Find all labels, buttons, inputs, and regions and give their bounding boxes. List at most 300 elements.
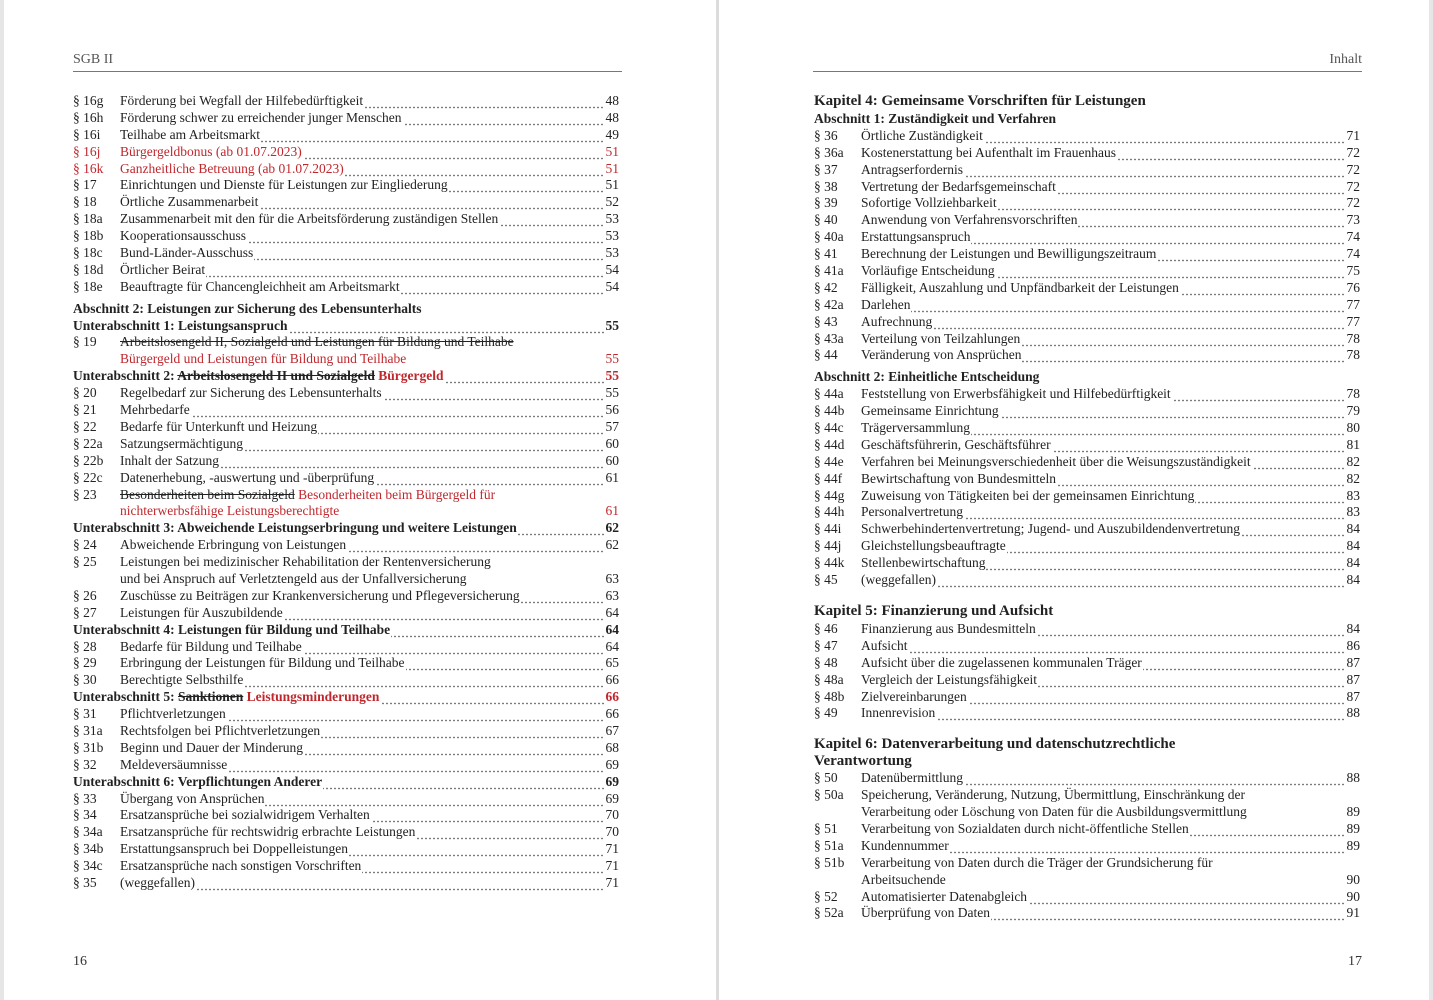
toc-entry[interactable]	[814, 705, 1360, 722]
toc-entry[interactable]	[814, 347, 1360, 364]
section-number: § 43a	[814, 330, 844, 346]
entry-title	[120, 807, 619, 824]
entry-continuation	[120, 503, 619, 520]
chapter-heading-continuation	[814, 753, 1360, 770]
page-ref: 55	[605, 368, 619, 384]
title-text: Rechtsfolgen bei Pflichtverletzungen	[120, 723, 321, 738]
section-number: § 48b	[814, 688, 845, 704]
title-text: Abweichende Erbringung von Leistungen	[120, 537, 347, 553]
toc-entry[interactable]	[73, 144, 619, 161]
title-text: Örtliche Zusammenarbeit	[120, 194, 259, 210]
page-ref: 66	[605, 706, 619, 722]
toc-entry[interactable]	[814, 314, 1360, 331]
toc-entry[interactable]	[814, 331, 1360, 348]
page-ref: 83	[1346, 487, 1360, 503]
page-ref: 67	[605, 723, 619, 738]
title-text: Feststellung von Erwerbsfähigkeit und Hilfebedürftigkeit	[861, 386, 1171, 402]
unterabschnitt-title	[73, 689, 619, 706]
toc-entry[interactable]	[814, 162, 1360, 179]
toc-entry[interactable]	[814, 555, 1360, 572]
heading-prefix: Unterabschnitt 2:	[73, 368, 175, 384]
toc-group	[814, 128, 1360, 364]
title-text: Meldeversäumnisse	[120, 756, 228, 772]
page-ref: 82	[1346, 470, 1360, 486]
section-number: § 37	[814, 161, 838, 177]
toc-entry[interactable]	[814, 246, 1360, 263]
entry-title	[861, 555, 1360, 572]
toc-entry[interactable]	[814, 403, 1360, 420]
toc-group	[73, 588, 619, 622]
title-text: Ganzheitliche Betreuung (ab 01.07.2023)	[120, 160, 344, 176]
toc-entry[interactable]	[73, 436, 619, 453]
section-number: § 34c	[73, 858, 103, 874]
toc-entry[interactable]	[814, 420, 1360, 437]
entry-title	[120, 93, 619, 110]
chapter-heading	[814, 736, 1360, 753]
title-text: Trägerversammlung	[861, 420, 970, 436]
struck-text: Arbeitslosengeld II und Sozialgeld	[177, 368, 375, 384]
toc-entry[interactable]	[73, 588, 619, 605]
page-ref: 77	[1346, 313, 1360, 329]
entry-title	[120, 723, 619, 740]
title-text: Finanzierung aus Bundesmitteln	[861, 620, 1036, 636]
toc-entry[interactable]	[73, 487, 619, 521]
toc-entry[interactable]	[73, 706, 619, 723]
section-number: § 30	[73, 672, 97, 688]
title-text: Bedarfe für Bildung und Teilhabe	[120, 638, 302, 654]
entry-title	[861, 572, 1360, 589]
section-number: § 41	[814, 246, 838, 262]
chapter-title: Verantwortung	[814, 753, 912, 770]
page-ref: 84	[1346, 521, 1360, 537]
section-number: § 36a	[814, 144, 844, 160]
page-ref: 91	[1346, 905, 1360, 921]
section-number: § 17	[73, 177, 97, 193]
title-text: Beginn und Dauer der Minderung	[120, 739, 303, 755]
section-number: § 22	[73, 418, 97, 434]
struck-text: Sanktionen	[178, 689, 244, 705]
entry-title	[120, 144, 619, 161]
abschnitt-heading	[814, 111, 1360, 128]
toc-entry[interactable]	[73, 841, 619, 858]
toc-entry[interactable]	[814, 572, 1360, 589]
page-ref: 75	[1346, 263, 1360, 279]
abschnitt-title: Abschnitt 2: Leistungen zur Sicherung des Lebensunterhalts	[73, 300, 422, 316]
section-number: § 49	[814, 705, 838, 721]
page-ref: 84	[1346, 555, 1360, 571]
heading-text: Unterabschnitt 4: Leistungen für Bildung und Teilhabe	[73, 621, 391, 637]
toc-entry[interactable]	[814, 195, 1360, 212]
entry-title	[861, 655, 1360, 672]
heading-text: Unterabschnitt 6: Verpflichtungen Anderer	[73, 773, 323, 789]
title-text: Aufsicht	[861, 637, 908, 653]
unterabschnitt-title	[73, 318, 619, 335]
toc-entry[interactable]	[73, 228, 619, 245]
page-ref: 51	[605, 143, 619, 159]
title-text: Satzungsermächtigung	[120, 435, 243, 451]
section-number: § 44e	[814, 453, 844, 469]
title-text: Einrichtungen und Dienste für Leistungen zur Eingliederung	[120, 177, 448, 193]
page-ref: 53	[605, 245, 619, 261]
unterabschnitt-title	[73, 622, 619, 639]
page-ref: 63	[605, 570, 619, 586]
section-number: § 16i	[73, 126, 101, 142]
toc-entry[interactable]	[814, 787, 1360, 821]
title-text: (weggefallen)	[120, 875, 195, 891]
toc-entry[interactable]	[73, 554, 619, 588]
toc-entry[interactable]	[814, 280, 1360, 297]
toc-entry[interactable]	[814, 145, 1360, 162]
title-text: Erbringung der Leistungen für Bildung und Teilhabe	[120, 655, 405, 671]
toc-entry[interactable]	[814, 521, 1360, 538]
section-number: § 48a	[814, 671, 844, 687]
section-number: § 51	[814, 820, 838, 836]
entry-title	[861, 195, 1360, 212]
toc-entry[interactable]	[814, 437, 1360, 454]
toc-entry[interactable]	[814, 538, 1360, 555]
title-text: Ersatzansprüche bei sozialwidrigem Verhalten	[120, 807, 370, 823]
toc-entry[interactable]	[814, 297, 1360, 314]
title-text: Bürgergeldbonus (ab 01.07.2023)	[120, 143, 302, 159]
page-ref: 73	[1346, 212, 1360, 228]
page-ref: 82	[1346, 453, 1360, 469]
section-number: § 21	[73, 402, 97, 418]
title-text: Arbeitsuchende	[861, 871, 946, 887]
entry-title	[861, 162, 1360, 179]
page-ref: 62	[605, 537, 619, 553]
title-text: Örtlicher Beirat	[120, 261, 206, 277]
section-number: § 44	[814, 347, 838, 363]
toc-group	[814, 386, 1360, 589]
running-head: SGB II	[73, 52, 114, 67]
title-text: Aufsicht über die zugelassenen kommunalen Träger	[861, 654, 1142, 670]
entry-title	[120, 470, 619, 487]
toc-entry[interactable]	[814, 905, 1360, 922]
toc-entry[interactable]	[814, 655, 1360, 672]
entry-title	[861, 471, 1360, 488]
toc-entry[interactable]	[814, 179, 1360, 196]
page-edge	[1429, 0, 1433, 1000]
section-number: § 44h	[814, 504, 845, 520]
struck-text: Besonderheiten beim Sozialgeld	[120, 486, 295, 502]
toc-entry[interactable]	[73, 245, 619, 262]
toc-entry[interactable]	[814, 889, 1360, 906]
title-text: Gleichstellungsbeauftragte	[861, 538, 1006, 554]
title-text: und bei Anspruch auf Verletztengeld aus der Unfallversicherung	[120, 570, 467, 586]
toc-entry[interactable]	[73, 639, 619, 656]
abschnitt-title: Abschnitt 1: Zuständigkeit und Verfahren	[814, 111, 1057, 126]
section-number: § 38	[814, 178, 838, 194]
toc-group	[814, 621, 1360, 722]
running-head: Inhalt	[1329, 52, 1362, 67]
page-ref: 90	[1346, 871, 1360, 887]
chapter-heading	[814, 93, 1360, 111]
chapter-title: Kapitel 4: Gemeinsame Vorschriften für Leistungen	[814, 93, 1146, 109]
page-ref: 53	[605, 228, 619, 244]
toc-entry[interactable]	[73, 605, 619, 622]
title-text: Förderung schwer zu erreichender junger Menschen	[120, 109, 402, 125]
entry-continuation	[861, 804, 1360, 821]
entry-title	[120, 245, 619, 262]
toc-entry[interactable]	[814, 229, 1360, 246]
entry-title	[861, 504, 1360, 521]
toc-entry[interactable]	[814, 504, 1360, 521]
page-ref: 88	[1346, 770, 1360, 786]
title-text: Verarbeitung oder Löschung von Daten für die Ausbildungsvermittlung	[861, 804, 1247, 820]
entry-title	[120, 194, 619, 211]
entry-title	[861, 128, 1360, 145]
toc-entry[interactable]	[73, 537, 619, 554]
toc-entry[interactable]	[814, 488, 1360, 505]
entry-title	[120, 605, 619, 622]
unterabschnitt-heading[interactable]	[73, 622, 619, 639]
inserted-text: nichterwerbsfähige Leistungsberechtigte	[120, 503, 340, 519]
page-ref: 80	[1346, 420, 1360, 436]
toc-entry[interactable]	[73, 858, 619, 875]
section-number: § 22a	[73, 435, 103, 451]
entry-title	[861, 331, 1360, 348]
toc-entry[interactable]	[814, 838, 1360, 855]
section-number: § 42a	[814, 296, 844, 312]
entry-title: Verarbeitung von Daten durch die Träger der Grundsicherung für	[861, 854, 1213, 870]
title-text: Pflichtverletzungen	[120, 706, 226, 722]
title-text: Beauftragte für Chancengleichheit am Arbeitsmarkt	[120, 278, 400, 294]
entry-title	[861, 297, 1360, 314]
page-ref: 48	[605, 93, 619, 108]
title-text: Antragserfordernis	[861, 161, 963, 177]
toc-group	[73, 639, 619, 690]
unterabschnitt-heading[interactable]	[73, 368, 619, 385]
toc-entry[interactable]	[814, 454, 1360, 471]
section-number: § 52a	[814, 905, 844, 921]
section-number: § 31a	[73, 723, 103, 738]
section-number: § 43	[814, 313, 838, 329]
section-number: § 27	[73, 604, 97, 620]
section-number: § 22c	[73, 469, 103, 485]
section-number: § 42	[814, 279, 838, 295]
toc-entry[interactable]	[73, 127, 619, 144]
page-ref: 51	[605, 177, 619, 193]
toc-entry[interactable]	[814, 471, 1360, 488]
section-number: § 24	[73, 537, 97, 553]
toc-entry[interactable]	[73, 672, 619, 689]
title-text: Vorläufige Entscheidung	[861, 263, 995, 279]
toc-entry[interactable]	[73, 824, 619, 841]
section-number: § 39	[814, 195, 838, 211]
page-ref: 88	[1346, 705, 1360, 721]
page-ref: 89	[1346, 820, 1360, 836]
title-text: Bewirtschaftung von Bundesmitteln	[861, 470, 1056, 486]
section-number: § 44i	[814, 521, 842, 537]
toc-entry[interactable]	[73, 161, 619, 178]
toc-entry[interactable]	[814, 689, 1360, 706]
page-ref: 55	[605, 317, 619, 333]
toc-entry[interactable]	[814, 128, 1360, 145]
section-number: § 51b	[814, 854, 845, 870]
toc-entry[interactable]	[73, 723, 619, 740]
title-text: Regelbedarf zur Sicherung des Lebensunterhalts	[120, 385, 382, 401]
heading-text	[73, 689, 380, 706]
toc-entry[interactable]	[814, 770, 1360, 787]
title-text: Berechnung der Leistungen und Bewilligungszeitraum	[861, 246, 1157, 262]
title-text: Zuweisung von Tätigkeiten bei der gemeinsamen Einrichtung	[861, 487, 1195, 503]
page-ref: 90	[1346, 888, 1360, 904]
abschnitt-heading	[73, 301, 619, 318]
page-ref: 72	[1346, 195, 1360, 211]
page-ref: 72	[1346, 144, 1360, 160]
title-text: Überprüfung von Daten	[861, 905, 990, 921]
page-ref: 61	[605, 469, 619, 485]
title-text: Vergleich der Leistungsfähigkeit	[861, 671, 1037, 687]
title-text: Vertretung der Bedarfsgemeinschaft	[861, 178, 1056, 194]
page-ref: 51	[605, 160, 619, 176]
page-edge	[0, 0, 4, 1000]
inserted-text: Leistungsminderungen	[246, 689, 380, 705]
title-text: Zuschüsse zu Beiträgen zur Krankenversicherung und Pflegeversicherung	[120, 587, 520, 603]
page-ref: 64	[605, 621, 619, 637]
page-ref: 64	[605, 604, 619, 620]
title-text: Teilhabe am Arbeitsmarkt	[120, 126, 261, 142]
section-number: § 16g	[73, 93, 104, 108]
toc-entry[interactable]	[814, 621, 1360, 638]
entry-title	[120, 858, 619, 875]
title-text: Förderung bei Wegfall der Hilfebedürftigkeit	[120, 93, 364, 108]
toc-entry[interactable]	[73, 279, 619, 296]
section-number: § 50a	[814, 787, 844, 803]
entry-title	[861, 821, 1360, 838]
toc-entry[interactable]	[73, 791, 619, 808]
page-ref: 72	[1346, 178, 1360, 194]
title-text: Zusammenarbeit mit den für die Arbeitsförderung zuständigen Stellen	[120, 211, 499, 227]
toc-entry[interactable]	[73, 402, 619, 419]
title-text: Kundennummer	[861, 837, 949, 853]
entry-continuation	[120, 571, 619, 588]
toc-entry[interactable]	[73, 177, 619, 194]
title-text: Inhalt der Satzung	[120, 452, 219, 468]
page-ref: 87	[1346, 688, 1360, 704]
page-ref: 60	[605, 435, 619, 451]
toc-group	[73, 93, 619, 296]
toc-group	[73, 791, 619, 892]
page-ref: 61	[605, 503, 619, 519]
section-number: § 22b	[73, 452, 104, 468]
toc-entry[interactable]	[73, 110, 619, 127]
section-number: § 36	[814, 127, 838, 143]
page-ref: 76	[1346, 279, 1360, 295]
toc-right	[814, 93, 1360, 922]
page-ref: 72	[1346, 161, 1360, 177]
title-text: Datenübermittlung	[861, 770, 963, 786]
right-page	[719, 0, 1433, 1000]
page-ref: 49	[605, 126, 619, 142]
toc-entry[interactable]	[814, 672, 1360, 689]
section-number: § 18c	[73, 245, 103, 261]
page-ref: 54	[605, 278, 619, 294]
toc-entry[interactable]	[73, 93, 619, 110]
toc-entry[interactable]	[814, 212, 1360, 229]
heading-text: Unterabschnitt 3: Abweichende Leistungserbringung und weitere Leistungen	[73, 520, 517, 536]
inserted-text: Bürgergeld und Leistungen für Bildung und Teilhabe	[120, 351, 407, 367]
entry-title	[120, 740, 619, 757]
header-rule	[73, 71, 622, 72]
section-number: § 46	[814, 620, 838, 636]
unterabschnitt-title	[73, 774, 619, 791]
page-ref: 71	[605, 858, 619, 874]
abschnitt-heading	[814, 369, 1360, 386]
entry-title	[861, 403, 1360, 420]
entry-title	[120, 127, 619, 144]
entry-title	[120, 177, 619, 194]
toc-entry[interactable]	[814, 821, 1360, 838]
page-ref: 84	[1346, 538, 1360, 554]
toc-entry[interactable]	[73, 385, 619, 402]
toc-group	[814, 821, 1360, 855]
title-text: Ersatzansprüche für rechtswidrig erbrachte Leistungen	[120, 824, 416, 840]
entry-title	[120, 211, 619, 228]
toc-entry[interactable]	[814, 855, 1360, 889]
toc-entry[interactable]	[73, 419, 619, 436]
title-text: Verteilung von Teilzahlungen	[861, 330, 1021, 346]
section-number: § 44j	[814, 538, 842, 554]
toc-entry[interactable]	[73, 807, 619, 824]
entry-title	[120, 419, 619, 436]
page-ref: 71	[1346, 127, 1360, 143]
entry-title	[120, 824, 619, 841]
section-number: § 33	[73, 790, 97, 806]
toc-entry[interactable]	[73, 334, 619, 368]
entry-title	[861, 638, 1360, 655]
unterabschnitt-heading[interactable]	[73, 520, 619, 537]
page-ref: 89	[1346, 837, 1360, 853]
toc-entry[interactable]	[73, 740, 619, 757]
toc-entry[interactable]	[73, 262, 619, 279]
entry-title	[861, 347, 1360, 364]
toc-entry[interactable]	[814, 263, 1360, 280]
toc-entry[interactable]	[73, 470, 619, 487]
section-number: § 40a	[814, 229, 844, 245]
toc-entry[interactable]	[73, 655, 619, 672]
inserted-text: Besonderheiten beim Bürgergeld für	[298, 486, 496, 502]
unterabschnitt-heading[interactable]	[73, 318, 619, 335]
unterabschnitt-heading[interactable]	[73, 689, 619, 706]
toc-entry[interactable]	[814, 386, 1360, 403]
section-number: § 51a	[814, 837, 844, 853]
chapter-heading	[814, 603, 1360, 621]
toc-entry[interactable]	[73, 211, 619, 228]
toc-entry[interactable]	[73, 453, 619, 470]
page-ref: 71	[605, 841, 619, 857]
chapter-title: Kapitel 6: Datenverarbeitung und datenschutzrechtliche	[814, 736, 1176, 753]
title-text: Kooperationsausschuss	[120, 228, 246, 244]
section-number: § 52	[814, 888, 838, 904]
toc-entry[interactable]	[73, 194, 619, 211]
title-text: Übergang von Ansprüchen	[120, 790, 265, 806]
toc-entry[interactable]	[73, 757, 619, 774]
entry-title	[120, 791, 619, 808]
page-ref: 79	[1346, 403, 1360, 419]
section-number: § 18d	[73, 261, 104, 277]
unterabschnitt-heading[interactable]	[73, 774, 619, 791]
toc-entry[interactable]	[73, 875, 619, 892]
page-ref: 55	[605, 385, 619, 401]
title-text: Erstattungsanspruch	[861, 229, 971, 245]
entry-title	[861, 437, 1360, 454]
entry-title	[120, 402, 619, 419]
entry-title	[861, 538, 1360, 555]
left-page	[0, 0, 716, 1000]
entry-title	[861, 246, 1360, 263]
toc-entry[interactable]	[814, 638, 1360, 655]
